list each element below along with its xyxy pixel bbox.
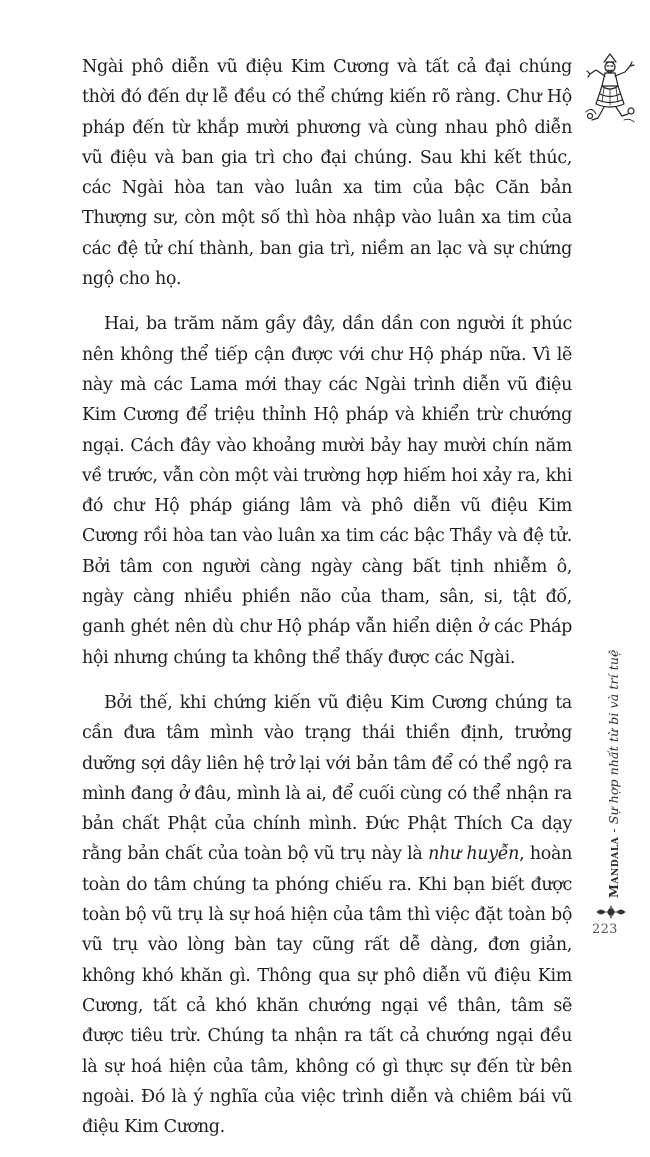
- book-subtitle: Sự hợp nhất từ bi và trí tuệ: [606, 649, 621, 825]
- running-header: [606, 650, 621, 899]
- body-text: [82, 52, 572, 1157]
- book-title: Mandala: [606, 836, 621, 898]
- page-number: 223: [592, 922, 618, 937]
- title-separator: -: [606, 824, 621, 837]
- paragraph-3-emphasis: như huyễn: [428, 844, 520, 865]
- paragraph-3-part-2: , hoàn toàn do tâm chúng ta phóng chiếu ra. Khi bạn biết được toàn bộ vũ trụ là sự hoá hiện của tâm thì việc đặt toàn bộ vũ trụ vào lòng bàn tay cũng rất dễ dàng, đơn giản, không khó khăn gì. Thông qua sự phô diễn vũ điệu Kim Cương, tất cả khó khăn chướng ngại về thân, tâm sẽ được tiêu trừ. Chúng ta nhận ra tất cả chướng ngại đều là sự hoá hiện của tâm, không có gì thực sự đến từ bên ngoài. Đó là ý nghĩa của việc trình diễn và chiêm bái vũ điệu Kim Cương.: [82, 844, 572, 1138]
- dancing-deity-figure-icon: [584, 52, 636, 128]
- ornament-icon: [595, 905, 627, 919]
- paragraph-3-part-1: Bởi thế, khi chứng kiến vũ điệu Kim Cương chúng ta cần đưa tâm mình vào trạng thái thiền định, trưởng dưỡng sợi dây liên hệ trở lại với bản tâm để có thể ngộ ra mình đang ở đâu, mình là ai, để cuối cùng có thể nhận ra bản chất Phật của chính mình. Đức Phật Thích Ca dạy rằng bản chất của toàn bộ vũ trụ này là: [82, 692, 572, 865]
- paragraph-1: Ngài phô diễn vũ điệu Kim Cương và tất cả đại chúng thời đó đến dự lễ đều có thể chứng kiến rõ ràng. Chư Hộ pháp đến từ khắp mười phương và cùng nhau phô diễn vũ điệu và ban gia trì cho đại chúng. Sau khi kết thúc, các Ngài hòa tan vào luân xa tim của bậc Căn bản Thượng sư, còn một số thì hòa nhập vào luân xa tim của các đệ tử chí thành, ban gia trì, niềm an lạc và sự chứng ngộ cho họ.: [82, 57, 572, 290]
- paragraph-3: [82, 688, 572, 1142]
- paragraph-2: Hai, ba trăm năm gầy đây, dần dần con người ít phúc nên không thể tiếp cận được với chư Hộ pháp nữa. Vì lẽ này mà các Lama mới thay các Ngài trình diễn vũ điệu Kim Cương để triệu thỉnh Hộ pháp và khiển trừ chướng ngại. Cách đây vào khoảng mười bảy hay mười chín năm về trước, vẫn còn một vài trường hợp hiếm hoi xảy ra, khi đó chư Hộ pháp giáng lâm và phô diễn vũ điệu Kim Cương rồi hòa tan vào luân xa tim các bậc Thầy và đệ tử. Bởi tâm con người càng ngày càng bất tịnh nhiễm ô, ngày càng nhiều phiền não của tham, sân, si, tật đố, ganh ghét nên dù chư Hộ pháp vẫn hiển diện ở các Pháp hội nhưng chúng ta không thể thấy được các Ngài.: [82, 314, 572, 668]
